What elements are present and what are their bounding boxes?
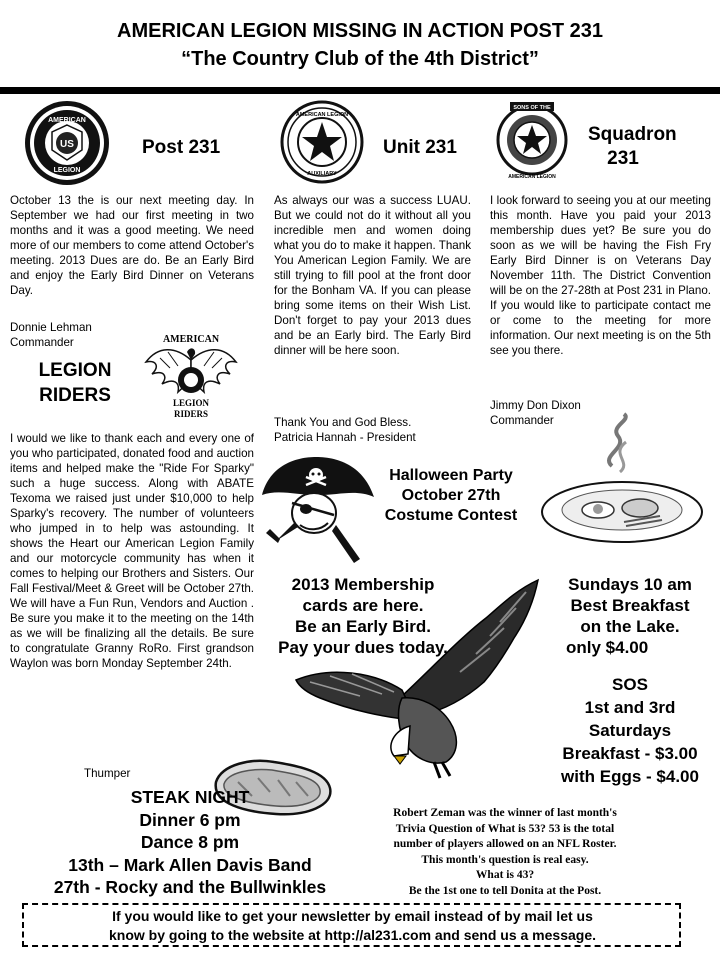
svg-text:AMERICAN LEGION: AMERICAN LEGION	[508, 174, 556, 180]
unit-closing: Thank You and God Bless.	[274, 416, 412, 429]
squadron-role: Commander	[490, 414, 554, 427]
svg-text:AMERICAN: AMERICAN	[162, 334, 220, 345]
steak-line: 13th – Mark Allen Davis Band	[68, 854, 312, 875]
sos-line: Breakfast - $3.00	[562, 744, 698, 763]
membership-line: Pay your dues today.	[278, 638, 448, 657]
steak-line: Dance 8 pm	[140, 832, 240, 852]
steak-line: STEAK NIGHT	[130, 787, 250, 807]
steak-line: 27th - Rocky and the Bullwinkles	[53, 877, 327, 897]
membership-line: cards are here.	[302, 596, 424, 615]
halloween-announcement	[366, 466, 536, 526]
svg-text:LEGION: LEGION	[53, 167, 81, 174]
email-signup-line: If you would like to get your newsletter by email instead of by mail let us	[112, 908, 593, 924]
halloween-line: October 27th	[401, 487, 501, 504]
halloween-line: Halloween Party	[389, 467, 513, 484]
halloween-line: Costume Contest	[384, 507, 518, 524]
svg-text:AMERICAN LEGION: AMERICAN LEGION	[295, 112, 349, 118]
trivia-line: What is 43?	[475, 869, 535, 881]
sos-line: SOS	[612, 675, 648, 694]
newsletter-title: AMERICAN LEGION MISSING IN ACTION POST 231	[117, 20, 603, 42]
squadron-body: I look forward to seeing you at our meeting this month. Have you paid your 2013 membership dues yet? Be sure you do soon as we will be having the Fish Fry Early Bird Dinner is on Veterans Day November 11th. The District Convention will be on the 27-28th at Post 231 in Plano. If you would like to participate contact me or come to the meeting for more information. Our next meeting is on the 5th see you there.	[490, 194, 711, 357]
squadron-heading-line1: Squadron	[588, 124, 677, 145]
svg-text:SONS OF THE: SONS OF THE	[513, 105, 551, 111]
trivia-line: number of players allowed on an NFL Roster.	[393, 838, 617, 850]
membership-line: 2013 Membership	[291, 575, 435, 594]
pirate-skull-icon	[256, 455, 378, 567]
squadron-heading-line2: 231	[607, 148, 639, 169]
squadron-signer: Jimmy Don Dixon	[490, 399, 581, 412]
sos-announcement	[545, 673, 715, 788]
sos-line: with Eggs - $4.00	[561, 767, 699, 786]
newsletter-subtitle: “The Country Club of the 4th District”	[181, 48, 539, 70]
unit-signer: Patricia Hannah - President	[274, 431, 416, 444]
trivia-line: This month's question is real easy.	[421, 853, 589, 866]
unit-body: As always our was a success LUAU. But we could not do it without all you incredible men and women doing what you do to make it happen. Thank You American Legion Family. We are still trying to fill pool at the front door for the Bonham VA. If you can please bring some items on their Wish List. Don't forget to pay your 2013 dues and be an Early bird. The Early Bird dinner will be here soon.	[274, 194, 471, 357]
sos-line: 1st and 3rd	[584, 698, 676, 717]
post-body: October 13 the is our next meeting day. In September we had our first meeting in two months and it was a good meeting. We need more of our members to come attend October's meeting. 2013 Dues are do. Be an Early Bird and enjoy the Early Bird Dinner on Veterans Day.	[10, 194, 254, 297]
auxiliary-emblem	[280, 100, 364, 184]
sons-of-legion-emblem	[496, 98, 568, 182]
riders-heading-line2: RIDERS	[39, 385, 111, 406]
unit-heading: Unit 231	[383, 137, 457, 158]
sos-line: Saturdays	[588, 721, 672, 740]
trivia-line: Trivia Question of What is 53? 53 is the total	[395, 822, 615, 835]
riders-heading-line1: LEGION	[38, 360, 112, 381]
sunday-breakfast-announcement	[540, 574, 720, 658]
riders-body: I would we like to thank each and every one of you who participated, donated food and auction items and helped make the "Ride For Sparky" such a huge success. Along with ABATE Texoma we raised just under $10,000 to help Sparky's recovery. The number of volunteers who jumped in to help was astounding. It shows the Heart our American Legion Family and our motorcycle community has when it comes to helping our Brothers and Sisters. Our Fall Festival/Meet & Greet will be October 27th. We will have a Fun Run, Vendors and Auction . Be sure you make it to the meeting on the 14th as we will be finalizing all the details. Be sure to congratulate Granny RoRo. First grandson Waylon was born Monday September 24th.	[10, 432, 254, 670]
trivia-line: Be the 1st one to tell Donita at the Post.	[408, 884, 602, 897]
breakfast-line: Sundays 10 am	[568, 575, 692, 594]
header-rule	[0, 87, 720, 94]
breakfast-line: only $4.00	[566, 638, 649, 657]
american-legion-emblem	[22, 100, 112, 186]
svg-text:LEGION: LEGION	[172, 398, 210, 408]
email-signup-text	[40, 907, 665, 945]
breakfast-line: on the Lake.	[580, 617, 680, 636]
membership-line: Be an Early Bird.	[294, 617, 432, 636]
svg-text:RIDERS: RIDERS	[173, 409, 209, 419]
steak-line: Dinner 6 pm	[139, 809, 241, 830]
post-role: Commander	[10, 336, 74, 349]
email-signup-line: know by going to the website at http://al231.com and send us a message.	[109, 927, 596, 943]
breakfast-plate-icon	[540, 412, 710, 552]
riders-signer: Thumper	[84, 767, 131, 780]
svg-text:AMERICAN: AMERICAN	[48, 117, 86, 124]
post-heading: Post 231	[142, 137, 221, 158]
trivia-line: Robert Zeman was the winner of last month's	[393, 807, 617, 819]
breakfast-line: Best Breakfast	[570, 596, 690, 615]
svg-text:AUXILIARY: AUXILIARY	[307, 171, 337, 177]
trivia-announcement	[352, 806, 658, 899]
steak-night-announcement	[30, 786, 350, 899]
svg-text:US: US	[60, 139, 74, 150]
post-signer: Donnie Lehman	[10, 321, 92, 334]
legion-riders-eagle-icon	[140, 322, 242, 422]
